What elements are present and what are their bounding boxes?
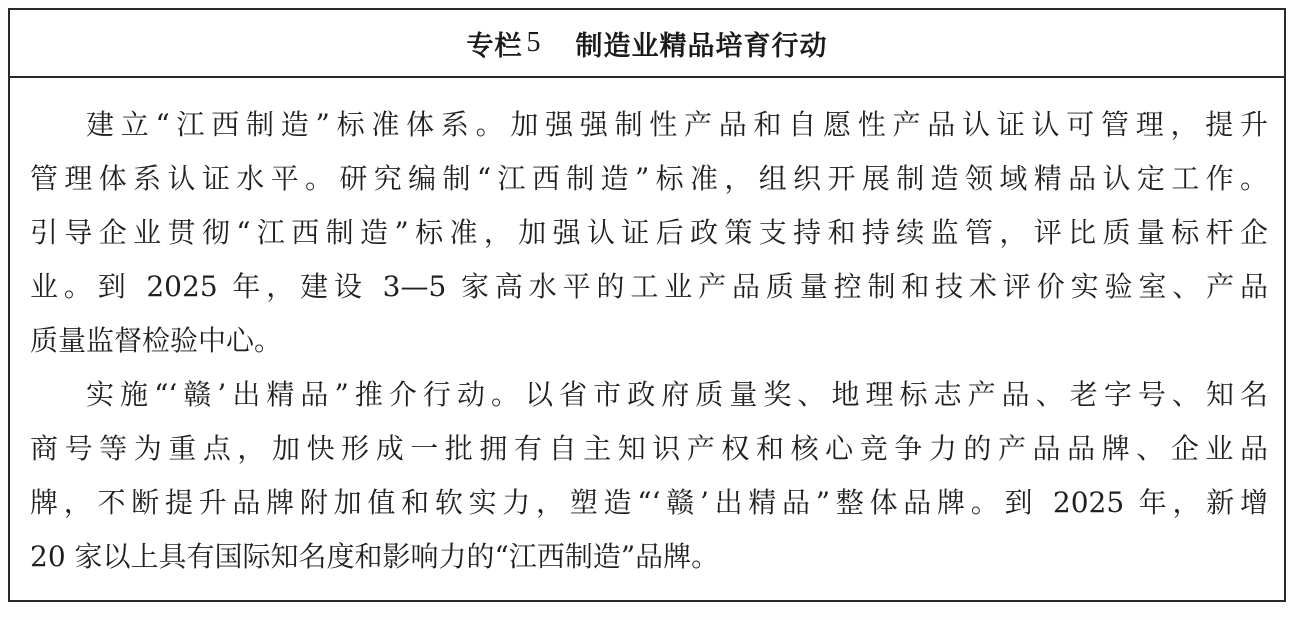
- text-line: 业。到 2025 年，建设 3—5 家高水平的工业产品质量控制和技术评价实验室、产品: [30, 270, 1268, 303]
- text-line: 建立“江西制造”标准体系。加强强制性产品和自愿性产品认证认可管理，提升: [86, 108, 1268, 141]
- column-label: 专栏: [466, 30, 523, 62]
- text-line: 实施“‘赣’出精品”推介行动。以省市政府质量奖、地理标志产品、老字号、知名: [86, 378, 1268, 411]
- column-number: 5: [526, 27, 542, 58]
- column-box: [8, 8, 1286, 602]
- text-line: 引导企业贯彻“江西制造”标准，加强认证后政策支持和持续监管，评比质量标杆企: [30, 216, 1268, 249]
- paragraph-brand-standard: [30, 98, 1268, 368]
- text-line: 质量监督检验中心。: [30, 324, 283, 357]
- text-line: 商号等为重点，加快形成一批拥有自主知识产权和核心竞争力的产品品牌、企业品: [30, 432, 1268, 465]
- text-line: 20 家以上具有国际知名度和影响力的“江西制造”品牌。: [30, 540, 720, 573]
- text-line: 牌，不断提升品牌附加值和软实力，塑造“‘赣’出精品”整体品牌。到 2025 年，新增: [30, 486, 1268, 519]
- column-body: [10, 78, 1284, 584]
- paragraph-promotion: [30, 368, 1268, 584]
- column-header: [10, 10, 1284, 78]
- column-title: 制造业精品培育行动: [575, 30, 828, 62]
- text-line: 管理体系认证水平。研究编制“江西制造”标准，组织开展制造领域精品认定工作。: [30, 162, 1268, 195]
